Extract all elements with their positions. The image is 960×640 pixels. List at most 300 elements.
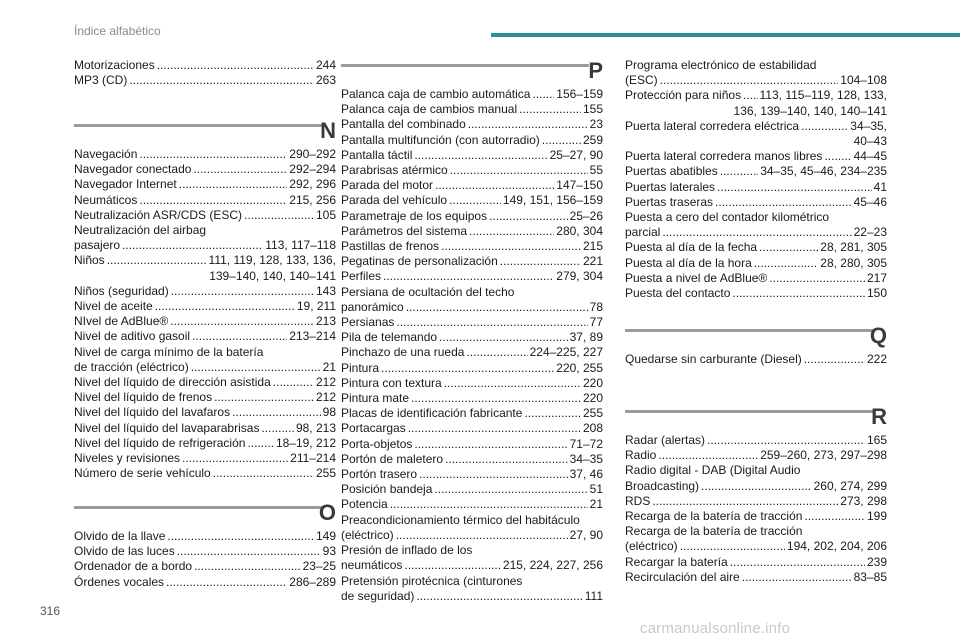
entry-pages: 244: [315, 58, 336, 72]
index-entry: [74, 529, 336, 544]
entry-row: [74, 284, 336, 299]
entry-pages: 213–214: [289, 329, 336, 344]
entry-pages: 78: [589, 299, 603, 314]
leader-dots: [396, 528, 568, 543]
index-entry: [341, 574, 603, 604]
index-entry: [341, 117, 603, 132]
entry-label: Quedarse sin carburante (Diesel): [625, 352, 802, 366]
entry-pages: 263: [315, 73, 336, 88]
entry-pages: 25–26: [569, 208, 603, 223]
entry-row: [74, 73, 336, 88]
entry-row: [625, 88, 887, 103]
leader-dots: [720, 164, 758, 179]
index-entry: [341, 482, 603, 497]
index-entry: [341, 376, 603, 391]
leader-dots: [717, 180, 872, 195]
entry-label: Niños (seguridad): [74, 283, 169, 298]
leader-dots: [182, 451, 288, 466]
index-entry: [625, 119, 887, 149]
leader-dots: [732, 286, 865, 301]
entry-label: Pintura: [341, 360, 380, 375]
index-entry: [341, 133, 603, 148]
leader-dots: [406, 300, 588, 315]
entry-label: Pintura mate: [341, 391, 410, 406]
leader-dots: [469, 224, 554, 239]
entry-label-line: Neutralización del airbag: [74, 223, 207, 238]
entry-pages: 113, 115–119, 128, 133,: [759, 88, 887, 103]
leader-dots: [542, 133, 581, 148]
leader-dots: [179, 177, 288, 192]
entry-row: [74, 544, 336, 559]
leader-dots: [411, 391, 581, 406]
entry-pages: 290–292: [289, 147, 336, 161]
index-entry: [625, 256, 887, 271]
entry-row: [341, 330, 603, 345]
index-entry: [341, 437, 603, 452]
index-entry: [74, 208, 336, 223]
entry-row: [74, 529, 336, 544]
entry-label-line: Programa electrónico de estabilidad: [625, 58, 817, 72]
leader-dots: [715, 195, 852, 210]
index-entry: [74, 162, 336, 177]
index-entry: [341, 452, 603, 467]
entry-label: Puesta al día de la hora: [625, 255, 752, 270]
entry-row: [74, 375, 336, 390]
entry-row: [341, 239, 603, 254]
entry-pages: 255: [315, 466, 336, 481]
entry-label: Porta-objetos: [341, 436, 413, 451]
index-entry: [74, 575, 336, 590]
index-section: [74, 118, 336, 481]
entry-row: [625, 164, 887, 179]
index-entry: [74, 177, 336, 192]
entry-row: [341, 148, 603, 163]
entry-label: NIvel de AdBlue®: [74, 314, 169, 329]
leader-dots: [194, 559, 301, 574]
entry-label: panorámico: [341, 299, 404, 314]
entry-row: [625, 195, 887, 210]
entry-label: MP3 (CD): [74, 73, 128, 88]
leader-dots: [232, 405, 321, 420]
leader-dots: [801, 119, 848, 134]
entry-row: [625, 271, 887, 286]
entry-pages: 165: [866, 433, 887, 447]
entry-label: Puerta lateral corredera eléctrica: [625, 118, 800, 133]
entry-pages: 37, 46: [569, 467, 603, 482]
entry-row: [341, 117, 603, 132]
entry-pages: 111: [584, 588, 603, 603]
entry-label: Pantalla táctil: [341, 147, 413, 162]
entry-label: Puertas abatibles: [625, 164, 718, 179]
entry-row: [74, 451, 336, 466]
entry-label: Nivel del líquido de dirección asistida: [74, 375, 271, 390]
index-entry: [625, 448, 887, 463]
leader-dots: [500, 254, 581, 269]
entry-list: [625, 413, 887, 585]
entry-label: parcial: [625, 225, 661, 240]
entry-label: (eléctrico): [625, 539, 678, 554]
entry-label: (ESC): [625, 73, 658, 88]
entry-row: [341, 315, 603, 330]
leader-dots: [489, 209, 568, 224]
entry-label: Portón trasero: [341, 467, 418, 482]
entry-pages: 149, 151, 156–159: [502, 193, 603, 208]
index-entry: [341, 315, 603, 330]
index-entry: [341, 345, 603, 360]
leader-dots: [107, 253, 207, 268]
entry-label: Pintura con textura: [341, 375, 442, 390]
index-entry: [625, 286, 887, 301]
index-entry: [625, 570, 887, 585]
entry-row: [625, 286, 887, 301]
entry-pages: 113, 117–118: [265, 238, 336, 253]
entry-label: Protección para niños: [625, 88, 742, 103]
leader-dots: [804, 352, 865, 367]
index-entry: [341, 285, 603, 315]
leader-dots: [445, 452, 568, 467]
leader-dots: [139, 147, 287, 162]
leader-dots: [171, 284, 314, 299]
leader-dots: [416, 589, 582, 604]
entry-row: [74, 162, 336, 177]
entry-label-line: Nivel de carga mínimo de la batería: [74, 344, 264, 359]
leader-dots: [680, 539, 785, 554]
entry-label: Olvido de las luces: [74, 544, 175, 559]
leader-dots: [466, 345, 527, 360]
entry-row: [74, 575, 336, 590]
entry-label: Perfiles: [341, 269, 382, 284]
index-entry: [625, 555, 887, 570]
entry-label-line: Preacondicionamiento térmico del habitáculo: [341, 512, 580, 527]
entry-row: [74, 253, 336, 268]
leader-dots: [759, 240, 818, 255]
index-entry: [74, 544, 336, 559]
leader-dots: [435, 178, 554, 193]
index-entry: [625, 195, 887, 210]
entry-row: [74, 299, 336, 314]
entry-pages: 155: [582, 102, 603, 117]
section-letter: Q: [869, 323, 887, 348]
index-entry: [341, 87, 603, 102]
index-entry: [625, 164, 887, 179]
entry-label: Pinchazo de una rueda: [341, 345, 465, 360]
entry-label: Niños: [74, 253, 105, 268]
entry-label: Nivel de aditivo gasoil: [74, 329, 191, 344]
index-entry: [341, 163, 603, 178]
entry-pages: 221: [582, 254, 603, 269]
index-entry: [74, 466, 336, 481]
entry-pages: 28, 280, 305: [820, 255, 887, 270]
entry-pages: 111, 119, 128, 133, 136,: [208, 253, 336, 268]
entry-pages: 28, 281, 305: [820, 240, 887, 255]
entry-row: [341, 87, 603, 102]
entry-label: Nivel del líquido de frenos: [74, 390, 213, 405]
entry-pages: 19, 211: [296, 299, 336, 314]
index-entry: [74, 559, 336, 574]
entry-pages: 220, 255: [556, 360, 603, 375]
leader-dots: [662, 225, 851, 240]
page-number: 316: [40, 604, 61, 618]
page-header-title: Índice alfabético: [74, 24, 161, 38]
entry-row: [341, 345, 603, 360]
leader-dots: [167, 529, 314, 544]
entry-row: [74, 314, 336, 329]
entry-row: [625, 448, 887, 463]
entry-label: Puertas laterales: [625, 179, 716, 194]
leader-dots: [193, 162, 287, 177]
entry-pages: 199: [866, 509, 887, 524]
entry-label: Pegatinas de personalización: [341, 254, 498, 269]
entry-row: [341, 361, 603, 376]
entry-pages: 21: [589, 497, 603, 512]
entry-label: Puesta del contacto: [625, 286, 731, 301]
entry-row: [625, 352, 887, 367]
entry-row: [341, 224, 603, 239]
entry-row: [341, 102, 603, 117]
entry-label: neumáticos: [341, 558, 403, 573]
section-letter: R: [871, 404, 887, 429]
leader-dots: [824, 149, 851, 164]
leader-dots: [450, 163, 588, 178]
entry-label: pasajero: [74, 238, 121, 253]
leader-dots: [170, 314, 314, 329]
leader-dots: [214, 390, 314, 405]
entry-label: Niveles y revisiones: [74, 451, 181, 466]
entry-row: [341, 421, 603, 436]
entry-row: [341, 497, 603, 512]
index-entry: [74, 193, 336, 208]
entry-row: [74, 390, 336, 405]
entry-label: Parametraje de los equipos: [341, 208, 488, 223]
entry-pages: 83–85: [853, 569, 887, 584]
index-entry: [341, 497, 603, 512]
entry-pages: 220: [582, 375, 603, 390]
entry-pages: 212: [315, 390, 336, 405]
leader-dots: [701, 479, 812, 494]
entry-label: Portacargas: [341, 421, 406, 436]
index-entry: [625, 240, 887, 255]
leader-dots: [381, 361, 554, 376]
entry-label: Nivel de aceite: [74, 299, 153, 314]
entry-row: [74, 329, 336, 344]
entry-label: Broadcasting): [625, 478, 700, 493]
entry-row: [625, 256, 887, 271]
index-entry: [74, 390, 336, 405]
index-entry: [74, 73, 336, 88]
section-letter: N: [320, 118, 336, 143]
leader-dots: [769, 271, 865, 286]
entry-row: [74, 466, 336, 481]
entry-pages: 37, 89: [569, 330, 603, 345]
leader-dots: [449, 193, 501, 208]
index-entry: [341, 224, 603, 239]
entry-list: [74, 58, 336, 88]
leader-dots: [247, 436, 274, 451]
index-entry: [341, 239, 603, 254]
leader-dots: [652, 494, 838, 509]
entry-pages: 215, 224, 227, 256: [502, 558, 603, 573]
entry-row: [625, 149, 887, 164]
entry-label: Pastillas de frenos: [341, 239, 440, 254]
entry-row: [625, 509, 887, 524]
entry-pages: 215, 256: [289, 192, 336, 207]
entry-row: [625, 570, 887, 585]
entry-pages: 71–72: [569, 436, 603, 451]
leader-dots: [742, 570, 852, 585]
entry-row: [74, 421, 336, 436]
leader-dots: [122, 238, 263, 253]
index-entry: [74, 58, 336, 73]
entry-row: [341, 452, 603, 467]
entry-label: Nivel del líquido de refrigeración: [74, 435, 246, 450]
index-entry: [74, 405, 336, 420]
entry-pages: 44–45: [853, 149, 887, 164]
entry-pages: 34–35,: [850, 118, 887, 133]
entry-label: Ordenador de a bordo: [74, 559, 193, 574]
entry-pages: 212: [315, 375, 336, 390]
entry-pages: 23–25: [302, 559, 336, 574]
index-entry: [74, 436, 336, 451]
entry-row: [341, 482, 603, 497]
entry-list: [625, 58, 887, 301]
entry-pages: 98, 213: [295, 420, 336, 435]
entry-pages: 239: [866, 554, 887, 569]
entry-pages: 259–260, 273, 297–298: [760, 448, 887, 463]
entry-pages: 211–214: [290, 451, 336, 466]
index-entry: [74, 421, 336, 436]
leader-dots: [434, 482, 587, 497]
entry-label-line: Presión de inflado de los: [341, 543, 473, 558]
entry-label: Motorizaciones: [74, 58, 155, 72]
entry-pages: 93: [322, 544, 336, 559]
entry-label-line: Puesta a cero del contador kilométrico: [625, 210, 830, 225]
entry-pages: 259: [582, 132, 603, 147]
leader-dots: [177, 544, 321, 559]
entry-row: [74, 436, 336, 451]
entry-row: [625, 119, 887, 134]
entry-pages-continued: 139–140, 140, 140–141: [209, 268, 336, 283]
watermark: carmanualsonline.info: [640, 620, 791, 637]
entry-label: (eléctrico): [341, 527, 394, 542]
leader-dots: [414, 437, 567, 452]
entry-row: [341, 437, 603, 452]
entry-row: [341, 193, 603, 208]
entry-row: [74, 238, 336, 253]
entry-row: [341, 467, 603, 482]
entry-label: Radio: [625, 448, 657, 463]
index-section: [74, 58, 336, 88]
entry-label: Recarga de la batería de tracción: [625, 509, 803, 524]
entry-pages: 255: [582, 406, 603, 421]
leader-dots: [390, 497, 588, 512]
entry-pages: 45–46: [853, 194, 887, 209]
index-entry: [74, 451, 336, 466]
entry-pages: 217: [866, 270, 887, 285]
entry-label: Neutralización ASR/CDS (ESC): [74, 207, 243, 222]
entry-pages: 143: [315, 283, 336, 298]
entry-pages: 25–27, 90: [549, 147, 603, 162]
index-entry: [341, 148, 603, 163]
entry-pages: 34–35, 45–46, 234–235: [760, 164, 887, 179]
entry-pages: 21: [322, 359, 336, 374]
entry-label: Radar (alertas): [625, 433, 706, 447]
entry-pages: 280, 304: [556, 223, 603, 238]
section-letter: P: [588, 58, 603, 83]
leader-dots: [524, 406, 581, 421]
entry-pages: 224–225, 227: [529, 345, 603, 360]
entry-pages: 213: [315, 314, 336, 329]
index-entry: [74, 253, 336, 283]
entry-row: [625, 555, 887, 570]
index-entry: [74, 329, 336, 344]
entry-label: Nivel del líquido del lavaparabrisas: [74, 420, 260, 435]
index-entry: [341, 193, 603, 208]
entry-row: [74, 58, 336, 73]
entry-row: [625, 73, 887, 88]
leader-dots: [139, 193, 287, 208]
entry-label: Parámetros del sistema: [341, 223, 468, 238]
index-entry: [341, 467, 603, 482]
leader-dots: [383, 269, 554, 284]
entry-label-line: Persiana de ocultación del techo: [341, 284, 515, 299]
leader-dots: [532, 87, 554, 102]
entry-label: Puerta lateral corredera manos libres: [625, 149, 823, 164]
index-entry: [625, 433, 887, 448]
entry-label: Puesta a nivel de AdBlue®: [625, 270, 768, 285]
leader-dots: [404, 558, 501, 573]
leader-dots: [414, 148, 547, 163]
entry-label: Recargar la batería: [625, 554, 728, 569]
entry-pages: 23: [589, 117, 603, 132]
entry-row: [341, 406, 603, 421]
leader-dots: [730, 555, 865, 570]
index-entry: [625, 463, 887, 493]
entry-pages: 156–159: [556, 87, 603, 101]
entry-label-line: Radio digital - DAB (Digital Audio: [625, 463, 801, 478]
entry-label: Posición bandeja: [341, 482, 433, 497]
entry-list: [74, 127, 336, 481]
leader-dots: [396, 315, 587, 330]
entry-row: [341, 300, 603, 315]
entry-label: Parada del vehículo: [341, 193, 448, 208]
entry-pages: 286–289: [289, 574, 336, 589]
entry-label: Palanca caja de cambios manual: [341, 102, 518, 117]
entry-pages: 149: [315, 529, 336, 543]
entry-row: [341, 163, 603, 178]
leader-dots: [244, 208, 314, 223]
entry-pages: 41: [873, 179, 887, 194]
leader-dots: [408, 421, 581, 436]
leader-dots: [660, 73, 839, 88]
entry-row: [74, 147, 336, 162]
entry-label: Pila de telemando: [341, 330, 438, 345]
entry-pages: 27, 90: [569, 527, 603, 542]
index-entry: [341, 391, 603, 406]
leader-dots: [519, 102, 581, 117]
entry-pages: 104–108: [840, 73, 887, 88]
index-entry: [341, 361, 603, 376]
entry-pages: 34–35: [569, 451, 603, 466]
index-section: [74, 500, 336, 590]
leader-dots: [444, 376, 581, 391]
index-entry: [625, 352, 887, 367]
entry-pages: 260, 274, 299: [813, 478, 887, 493]
index-entry: [74, 299, 336, 314]
entry-pages: 105: [315, 207, 336, 222]
index-entry: [625, 524, 887, 554]
entry-pages: 22–23: [853, 225, 887, 240]
index-entry: [625, 180, 887, 195]
